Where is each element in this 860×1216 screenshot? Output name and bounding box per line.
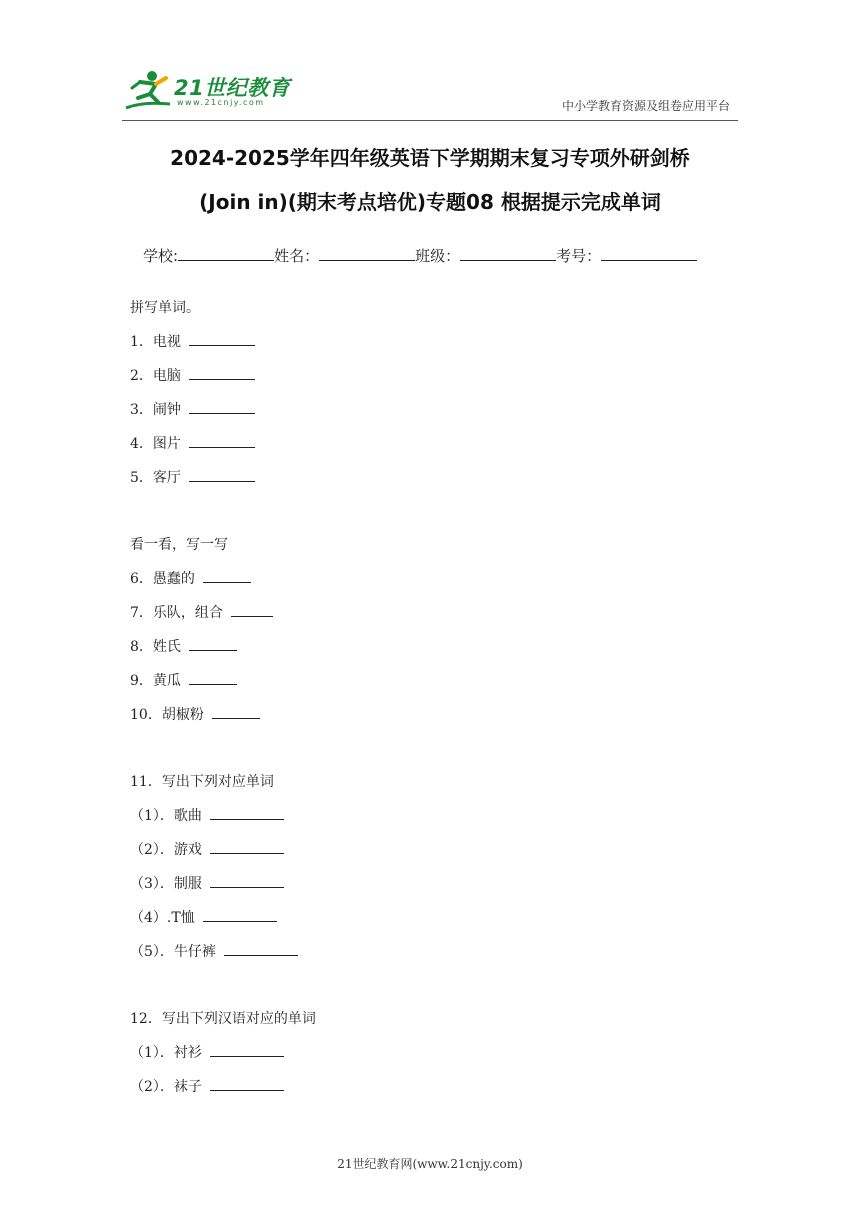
question-text: 衬衫 bbox=[173, 1045, 202, 1061]
answer-blank[interactable] bbox=[203, 570, 251, 583]
question-text: 游戏 bbox=[173, 842, 202, 858]
question-text: 图片 bbox=[152, 436, 181, 452]
question-1 bbox=[130, 331, 255, 351]
question-text: 黄瓜 bbox=[152, 673, 181, 689]
answer-blank[interactable] bbox=[189, 367, 255, 380]
class-blank[interactable] bbox=[460, 246, 556, 261]
section1-heading: 拼写单词。 bbox=[130, 300, 200, 316]
answer-blank[interactable] bbox=[189, 333, 255, 346]
logo bbox=[122, 68, 292, 114]
question-text: 牛仔裤 bbox=[173, 944, 216, 960]
answer-blank[interactable] bbox=[210, 841, 284, 854]
question-5 bbox=[130, 467, 255, 487]
question-number: 2． bbox=[130, 368, 153, 384]
question-4 bbox=[130, 433, 255, 453]
question-8 bbox=[130, 636, 237, 656]
name-label: 姓名： bbox=[274, 247, 320, 265]
class-label: 班级： bbox=[415, 247, 461, 265]
answer-blank[interactable] bbox=[212, 706, 260, 719]
question-9 bbox=[130, 670, 237, 690]
title-line-1: 2024-2025学年四年级英语下学期期末复习专项外研剑桥 bbox=[170, 146, 690, 170]
answer-blank[interactable] bbox=[210, 807, 284, 820]
question-text: 胡椒粉 bbox=[161, 707, 204, 723]
question-number: （1）． bbox=[130, 1045, 174, 1061]
header-divider bbox=[122, 120, 738, 121]
question-number: 7． bbox=[130, 605, 153, 621]
question-number: 9． bbox=[130, 673, 153, 689]
answer-blank[interactable] bbox=[210, 875, 284, 888]
answer-blank[interactable] bbox=[189, 469, 255, 482]
school-label: 学校: bbox=[143, 247, 179, 265]
question-number: （1）． bbox=[130, 808, 174, 824]
question-text: 电视 bbox=[152, 334, 181, 350]
answer-blank[interactable] bbox=[189, 435, 255, 448]
exam-no-label: 考号： bbox=[556, 247, 602, 265]
section2-heading: 看一看，写一写 bbox=[130, 537, 228, 553]
question-text: 电脑 bbox=[152, 368, 181, 384]
name-blank[interactable] bbox=[319, 246, 415, 261]
runner-logo-icon bbox=[122, 68, 174, 114]
question-text: 客厅 bbox=[152, 470, 181, 486]
answer-blank[interactable] bbox=[210, 1044, 284, 1057]
section4-heading: 12．写出下列汉语对应的单词 bbox=[130, 1011, 316, 1027]
question-11-2 bbox=[130, 839, 284, 859]
question-11-1 bbox=[130, 805, 284, 825]
question-number: （2）． bbox=[130, 842, 174, 858]
question-number: （3）． bbox=[130, 876, 174, 892]
exam-no-blank[interactable] bbox=[601, 246, 697, 261]
question-12-1 bbox=[130, 1042, 284, 1062]
question-10 bbox=[130, 704, 260, 724]
question-7 bbox=[130, 602, 273, 622]
question-number: （2）． bbox=[130, 1079, 174, 1095]
question-text: 姓氏 bbox=[152, 639, 181, 655]
answer-blank[interactable] bbox=[203, 909, 277, 922]
question-number: 5． bbox=[130, 470, 153, 486]
question-12-2 bbox=[130, 1076, 284, 1096]
school-blank[interactable] bbox=[178, 246, 274, 261]
answer-blank[interactable] bbox=[189, 401, 255, 414]
question-3 bbox=[130, 399, 255, 419]
answer-blank[interactable] bbox=[224, 943, 298, 956]
logo-url: www.21cnjy.com bbox=[177, 98, 265, 107]
title-line-2: (Join in)(期末考点培优)专题08 根据提示完成单词 bbox=[199, 190, 661, 214]
question-number: （5）． bbox=[130, 944, 174, 960]
answer-blank[interactable] bbox=[210, 1078, 284, 1091]
logo-text: 21世纪教育 bbox=[174, 76, 291, 100]
question-text: 闹钟 bbox=[152, 402, 181, 418]
question-text: 袜子 bbox=[173, 1079, 202, 1095]
question-number: 6． bbox=[130, 571, 153, 587]
question-text: 愚蠢的 bbox=[152, 571, 195, 587]
section3-heading: 11．写出下列对应单词 bbox=[130, 774, 274, 790]
platform-label: 中小学教育资源及组卷应用平台 bbox=[561, 99, 730, 113]
question-text: T恤 bbox=[171, 910, 195, 926]
question-number: （4）. bbox=[130, 910, 172, 926]
student-info bbox=[143, 245, 697, 266]
answer-blank[interactable] bbox=[189, 672, 237, 685]
question-2 bbox=[130, 365, 255, 385]
question-number: 3． bbox=[130, 402, 153, 418]
question-number: 4． bbox=[130, 436, 153, 452]
question-number: 1． bbox=[130, 334, 153, 350]
question-11-4 bbox=[130, 907, 277, 927]
footer-text: 21世纪教育网(www.21cnjy.com) bbox=[337, 1157, 523, 1171]
question-text: 制服 bbox=[173, 876, 202, 892]
question-number: 8． bbox=[130, 639, 153, 655]
question-text: 歌曲 bbox=[173, 808, 202, 824]
question-number: 10． bbox=[130, 707, 162, 723]
question-11-3 bbox=[130, 873, 284, 893]
question-11-5 bbox=[130, 941, 298, 961]
answer-blank[interactable] bbox=[189, 638, 237, 651]
answer-blank[interactable] bbox=[231, 604, 273, 617]
question-6 bbox=[130, 568, 251, 588]
question-text: 乐队，组合 bbox=[152, 605, 223, 621]
